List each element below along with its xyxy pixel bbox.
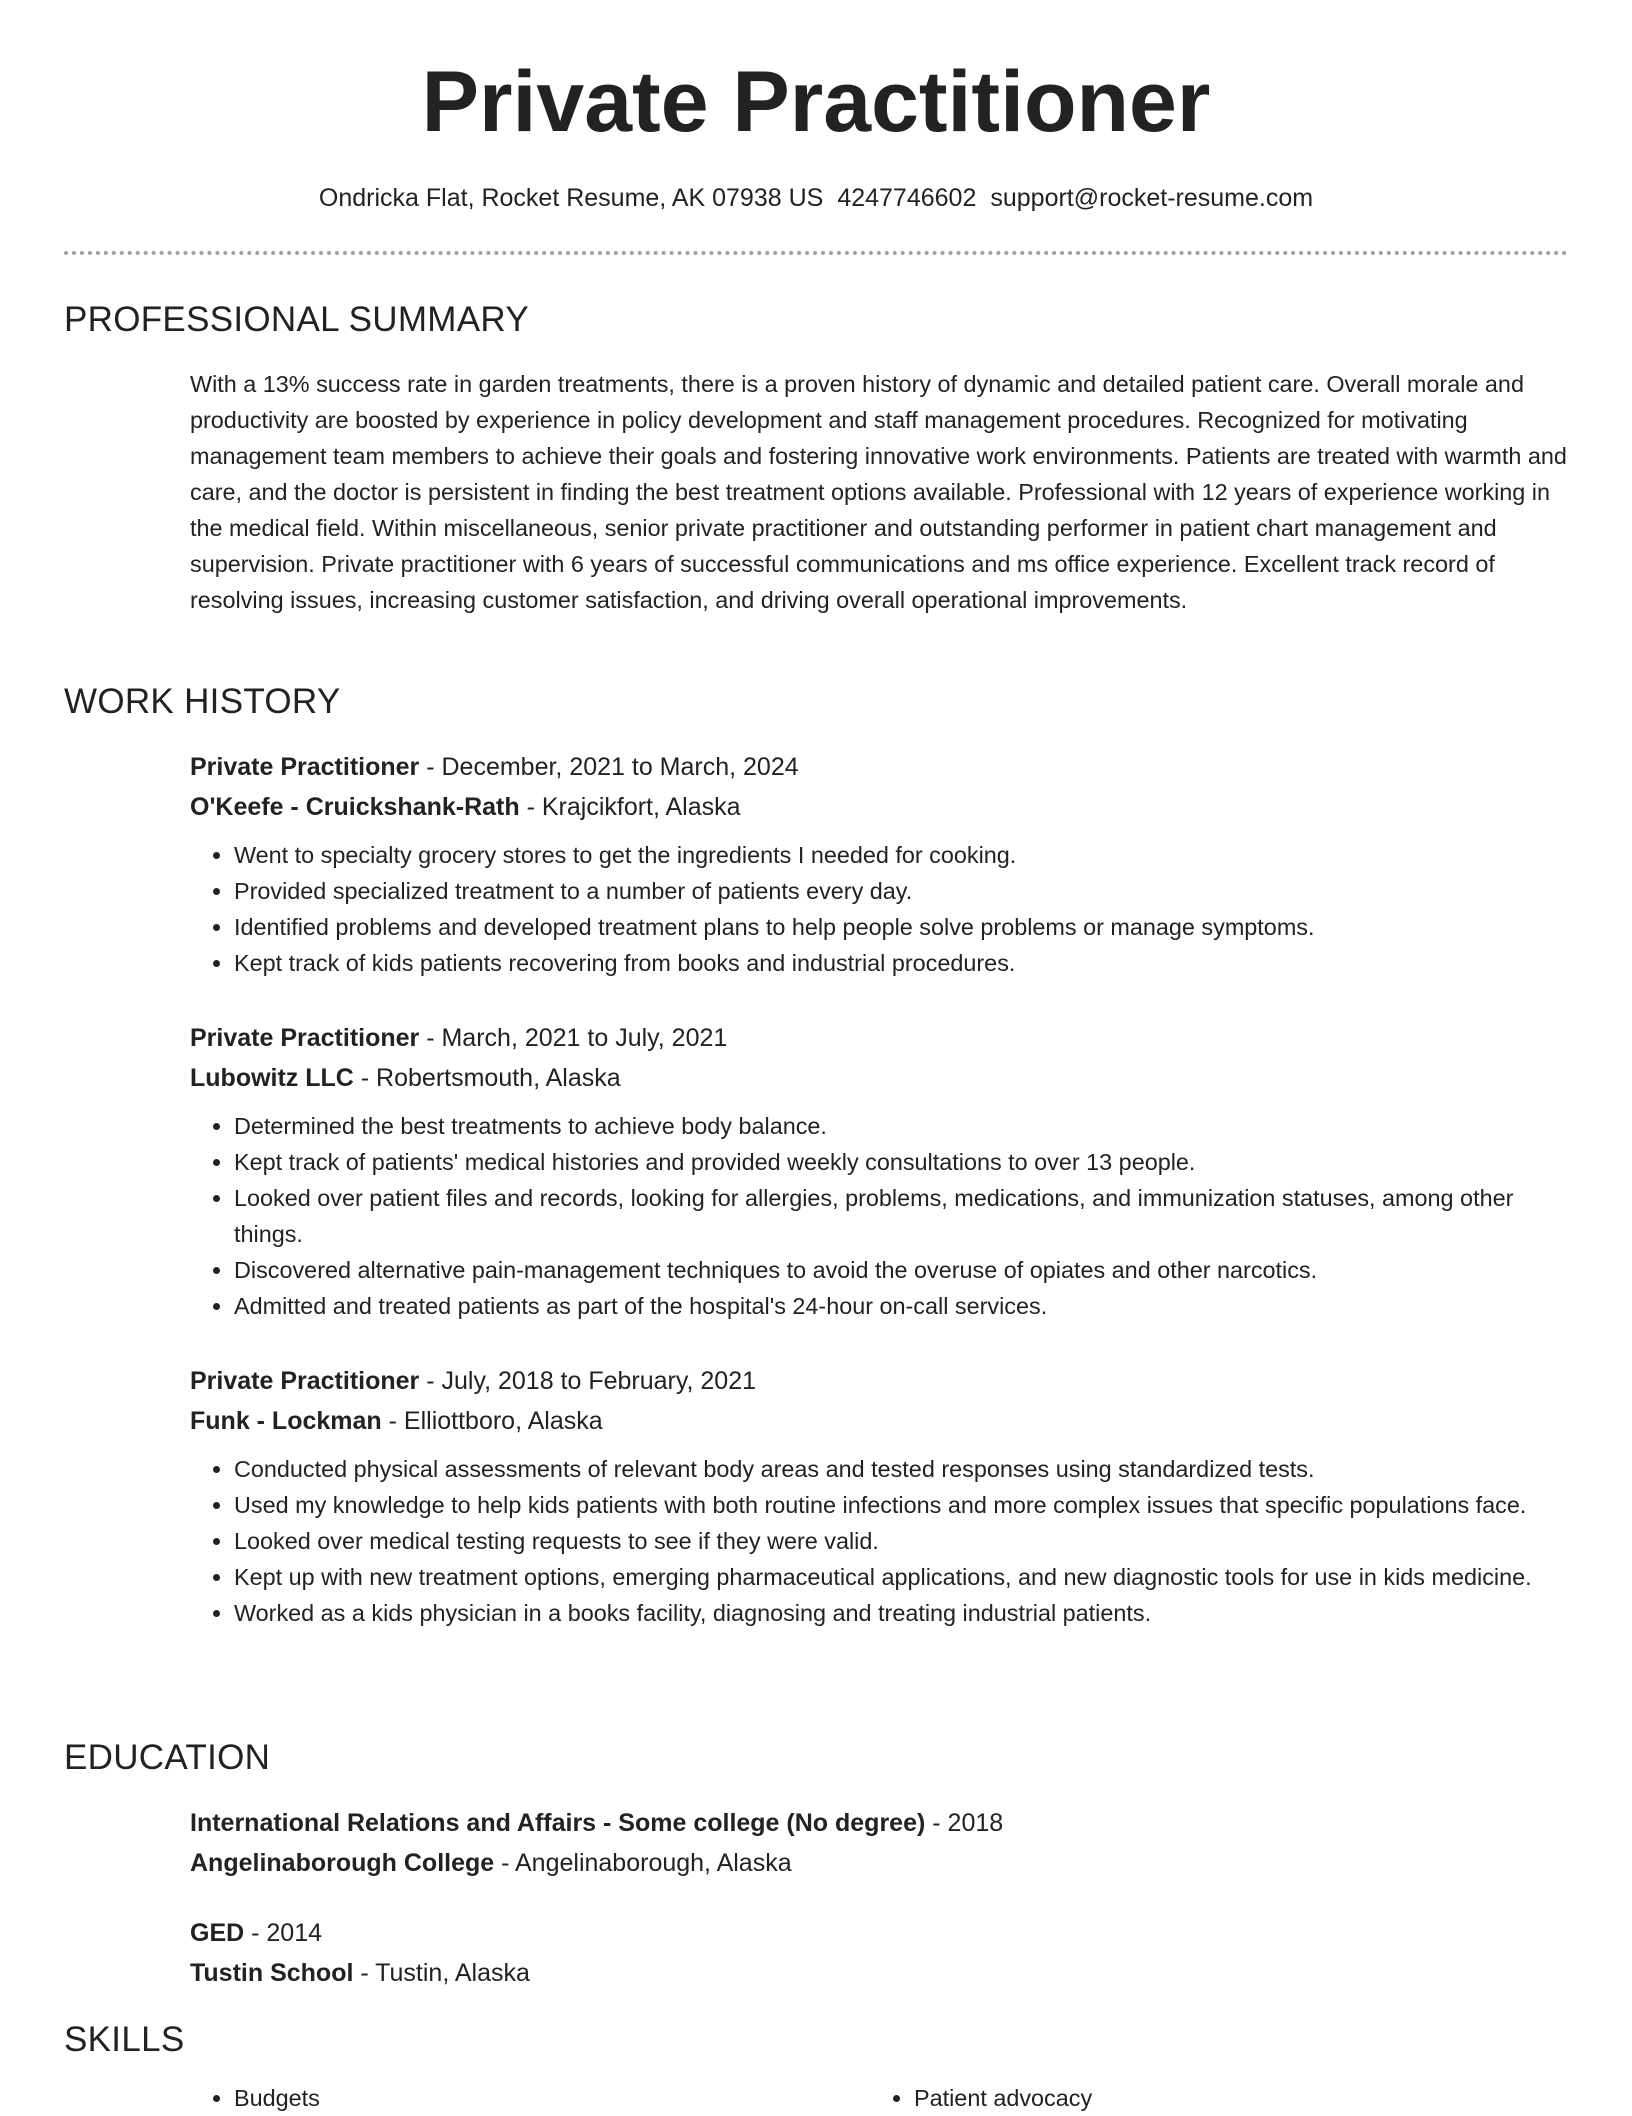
job-role: Private Practitioner: [190, 1367, 420, 1395]
edu-degree-line: [190, 1913, 1570, 1953]
job-bullet: • Discovered alternative pain-management techniques to avoid the overuse of opiates and other narcotics.: [234, 1252, 1570, 1288]
job-dates: - March, 2021 to July, 2021: [419, 1024, 728, 1052]
job-dates: - July, 2018 to February, 2021: [419, 1367, 757, 1395]
edu-degree-line: [190, 1803, 1570, 1843]
job-bullet: • Conducted physical assessments of relevant body areas and tested responses using standardized tests.: [234, 1451, 1570, 1487]
education-entry: [190, 1803, 1570, 1883]
job-entry: [190, 747, 1570, 981]
edu-degree: GED: [190, 1919, 245, 1947]
job-location: - Robertsmouth, Alaska: [353, 1064, 621, 1092]
job-entry: [190, 1018, 1570, 1324]
header-divider: [64, 251, 1568, 255]
job-bullet: • Looked over medical testing requests to see if they were valid.: [234, 1523, 1570, 1559]
job-company: Funk - Lockman: [190, 1407, 382, 1435]
summary-text: With a 13% success rate in garden treatments, there is a proven history of dynamic and detailed patient care. Overall morale and productivity are boosted by experience in policy development and staff management procedures. Recognized for motivating management team members to achieve their goals and fostering innovative work environments. Patients are treated with warmth and care, and the doctor is persistent in finding the best treatment options available. Professional with 12 years of experience working in the medical field. Within miscellaneous, senior private practitioner and outstanding performer in patient chart management and supervision. Private practitioner with 6 years of successful communications and ms office experience. Excellent track record of resolving issues, increasing customer satisfaction, and driving overall operational improvements.: [190, 371, 1567, 613]
job-location: - Krajcikfort, Alaska: [519, 793, 741, 821]
job-bullet: • Provided specialized treatment to a number of patients every day.: [234, 873, 1570, 909]
contact-email: support@rocket-resume.com: [990, 184, 1314, 212]
edu-degree: International Relations and Affairs - Some college (No degree): [190, 1809, 926, 1837]
job-company-line: [190, 1401, 1570, 1441]
edu-school: Angelinaborough College: [190, 1849, 495, 1877]
job-bullet: • Looked over patient files and records, looking for allergies, problems, medications, and immunization statuses, among other things.: [234, 1180, 1570, 1252]
skill-item: • Patient advocacy: [914, 2080, 1594, 2116]
job-company: O'Keefe - Cruickshank-Rath: [190, 793, 520, 821]
section-title-work: WORK HISTORY: [64, 682, 341, 721]
job-title-line: [190, 1018, 1570, 1058]
job-title-line: [190, 747, 1570, 787]
job-bullet: • Went to specialty grocery stores to get the ingredients I needed for cooking.: [234, 837, 1570, 873]
job-bullet: • Admitted and treated patients as part of the hospital's 24-hour on-call services.: [234, 1288, 1570, 1324]
job-role: Private Practitioner: [190, 1024, 420, 1052]
job-company-line: [190, 1058, 1570, 1098]
job-bullet: • Used my knowledge to help kids patients with both routine infections and more complex issues that specific populations face.: [234, 1487, 1570, 1523]
job-title-line: [190, 1361, 1570, 1401]
edu-location: - Tustin, Alaska: [353, 1959, 530, 1987]
contact-address: Ondricka Flat, Rocket Resume, AK 07938 US: [318, 184, 824, 212]
resume-name: Private Practitioner: [421, 54, 1211, 150]
job-bullets: [190, 1108, 1570, 1324]
section-title-education: EDUCATION: [64, 1738, 271, 1777]
job-company: Lubowitz LLC: [190, 1064, 354, 1092]
edu-location: - Angelinaborough, Alaska: [494, 1849, 792, 1877]
job-bullets: [190, 1451, 1570, 1631]
job-role: Private Practitioner: [190, 753, 420, 781]
job-bullet: • Kept track of kids patients recovering from books and industrial procedures.: [234, 945, 1570, 981]
job-location: - Elliottboro, Alaska: [381, 1407, 603, 1435]
education-entry: [190, 1913, 1570, 1993]
job-bullets: [190, 837, 1570, 981]
skills-items: [190, 2080, 1570, 2116]
edu-school-line: [190, 1953, 1570, 1993]
contact-phone: 4247746602: [837, 184, 977, 212]
job-bullet: • Identified problems and developed treatment plans to help people solve problems or manage symptoms.: [234, 909, 1570, 945]
job-entry: [190, 1361, 1570, 1631]
edu-school: Tustin School: [190, 1959, 354, 1987]
skill-item: • Budgets: [234, 2080, 914, 2116]
job-company-line: [190, 787, 1570, 827]
section-title-summary: PROFESSIONAL SUMMARY: [64, 300, 529, 339]
job-bullet: • Worked as a kids physician in a books facility, diagnosing and treating industrial patients.: [234, 1595, 1570, 1631]
section-title-skills: SKILLS: [64, 2020, 185, 2059]
edu-year: - 2018: [925, 1809, 1004, 1837]
job-bullet: • Kept track of patients' medical histories and provided weekly consultations to over 13 people.: [234, 1144, 1570, 1180]
job-dates: - December, 2021 to March, 2024: [419, 753, 799, 781]
skills-list: [190, 2080, 1570, 2116]
job-bullet: • Kept up with new treatment options, emerging pharmaceutical applications, and new diagnostic tools for use in kids medicine.: [234, 1559, 1570, 1595]
edu-school-line: [190, 1843, 1570, 1883]
edu-year: - 2014: [244, 1919, 323, 1947]
job-bullet: • Determined the best treatments to achieve body balance.: [234, 1108, 1570, 1144]
contact-line: [0, 182, 1632, 214]
